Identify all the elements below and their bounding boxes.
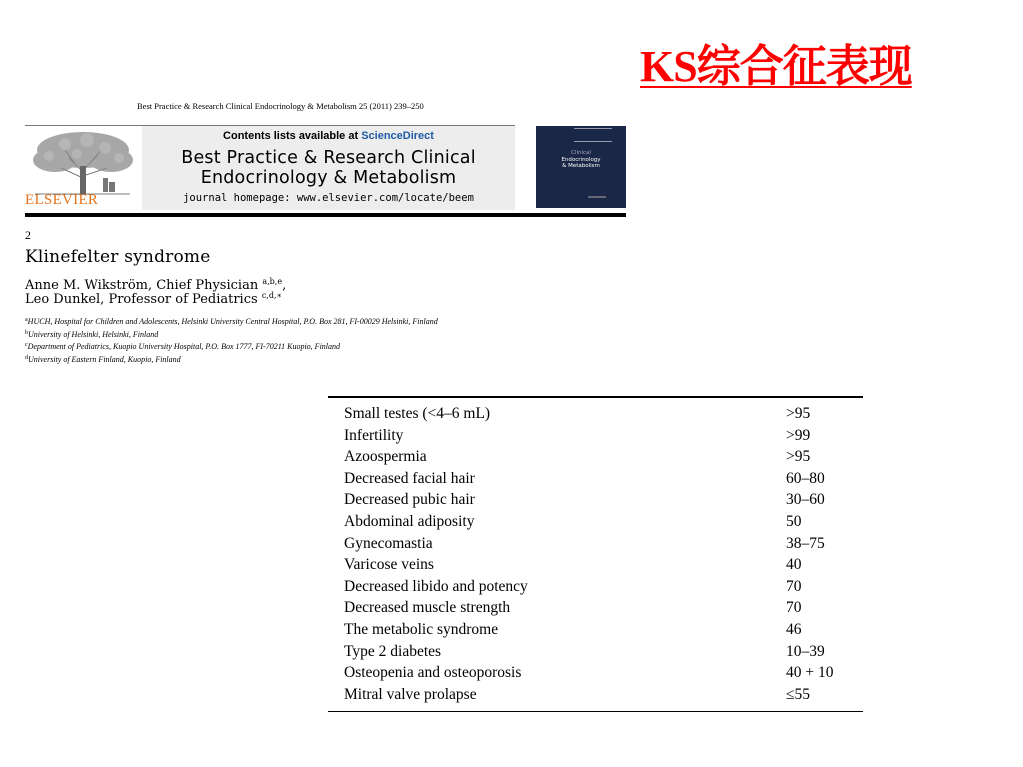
- row-label: Azoospermia: [344, 448, 427, 466]
- contents-line: [142, 130, 515, 142]
- affiliation-item: [25, 328, 438, 341]
- row-value: ≤55: [786, 685, 811, 703]
- sciencedirect-link[interactable]: ScienceDirect: [361, 130, 434, 142]
- table-row: [328, 578, 863, 600]
- publisher-logo: [25, 128, 140, 210]
- row-value: >99: [786, 426, 811, 444]
- author-marks: c,d,∗: [261, 291, 282, 300]
- row-value: 60–80: [786, 469, 825, 487]
- affiliation-text: University of Helsinki, Helsinki, Finland: [28, 329, 159, 339]
- affiliation-item: [25, 353, 438, 366]
- row-label: Osteopenia and osteoporosis: [344, 664, 522, 682]
- cover-line2: Endocrinology: [561, 156, 601, 163]
- row-value: >95: [786, 448, 811, 466]
- table-row: [328, 686, 863, 708]
- article-number: 2: [25, 228, 31, 242]
- affiliations: [25, 315, 438, 365]
- contents-prefix: Contents lists available at: [223, 130, 362, 142]
- journal-cover: [536, 126, 626, 208]
- row-value: 50: [786, 512, 802, 530]
- header-bottom-rule: [25, 213, 626, 217]
- author-name: Anne M. Wikström, Chief Physician: [25, 278, 259, 293]
- author-name: Leo Dunkel, Professor of Pediatrics: [25, 292, 258, 307]
- affiliation-item: [25, 315, 438, 328]
- journal-panel: [142, 126, 515, 210]
- row-value: 40: [786, 556, 802, 574]
- article-title: Klinefelter syndrome: [25, 247, 211, 267]
- journal-title-line1: Best Practice & Research Clinical: [181, 148, 476, 168]
- journal-title-line2: Endocrinology & Metabolism: [200, 168, 457, 188]
- journal-homepage[interactable]: journal homepage: www.elsevier.com/locate/beem: [183, 192, 474, 204]
- row-label: Type 2 diabetes: [344, 642, 442, 660]
- cover-banner: [574, 128, 612, 142]
- row-value: 70: [786, 577, 802, 595]
- affiliation-text: HUCH, Hospital for Children and Adolescents, Helsinki University Central Hospital, P.O. Box 281, FI-00029 Helsinki, Finland: [27, 317, 438, 326]
- row-label: Infertility: [344, 426, 404, 444]
- author-trail: ,: [282, 278, 287, 293]
- cover-footer-mark: [588, 196, 606, 198]
- row-label: Decreased muscle strength: [344, 599, 511, 617]
- table-row: [328, 621, 863, 643]
- cover-line3: & Metabolism: [562, 163, 600, 169]
- cover-title: [536, 150, 626, 170]
- journal-citation: Best Practice & Research Clinical Endocrinology & Metabolism 25 (2011) 239–250: [137, 101, 424, 111]
- row-value: 70: [786, 599, 802, 617]
- slide-title: KS综合征表现: [640, 42, 912, 91]
- row-value: 10–39: [786, 642, 825, 660]
- cover-line1: Clinical: [571, 150, 591, 156]
- symptom-table: [328, 396, 863, 712]
- publisher-name: ELSEVIER: [25, 192, 99, 208]
- row-value: 40 + 10: [786, 664, 834, 682]
- row-label: The metabolic syndrome: [344, 620, 499, 638]
- row-label: Abdominal adiposity: [344, 512, 475, 530]
- row-label: Mitral valve prolapse: [344, 685, 477, 703]
- table-row: [328, 448, 863, 470]
- author-line: [25, 291, 282, 307]
- journal-header: [25, 126, 626, 212]
- table-row: [328, 491, 863, 513]
- row-value: 46: [786, 620, 802, 638]
- row-label: Decreased pubic hair: [344, 491, 475, 509]
- table-row: [328, 643, 863, 665]
- author-marks: a,b,e: [262, 277, 283, 286]
- table-row: [328, 556, 863, 578]
- affiliation-mark: a: [25, 317, 28, 323]
- row-label: Decreased facial hair: [344, 469, 475, 487]
- row-label: Small testes (<4–6 mL): [344, 405, 491, 422]
- table-row: [328, 513, 863, 535]
- table-row: [328, 405, 863, 427]
- tree-logo-icon: [25, 128, 140, 196]
- row-label: Decreased libido and potency: [344, 577, 528, 595]
- row-label: Gynecomastia: [344, 534, 433, 552]
- table-row: [328, 599, 863, 621]
- affiliation-mark: b: [25, 329, 28, 336]
- affiliation-item: [25, 340, 438, 353]
- affiliation-text: Department of Pediatrics, Kuopio University Hospital, P.O. Box 1777, FI-70211 Kuopio, Finland: [27, 342, 341, 351]
- affiliation-mark: d: [25, 354, 28, 361]
- journal-title: [142, 148, 515, 188]
- row-value: 38–75: [786, 534, 825, 552]
- affiliation-text: University of Eastern Finland, Kuopio, Finland: [28, 354, 181, 364]
- table-row: [328, 427, 863, 449]
- table-row: [328, 664, 863, 686]
- row-label: Varicose veins: [344, 556, 434, 574]
- row-value: 30–60: [786, 491, 825, 509]
- affiliation-mark: c: [25, 342, 28, 348]
- table-row: [328, 535, 863, 557]
- row-value: >95: [786, 405, 811, 422]
- table-row: [328, 470, 863, 492]
